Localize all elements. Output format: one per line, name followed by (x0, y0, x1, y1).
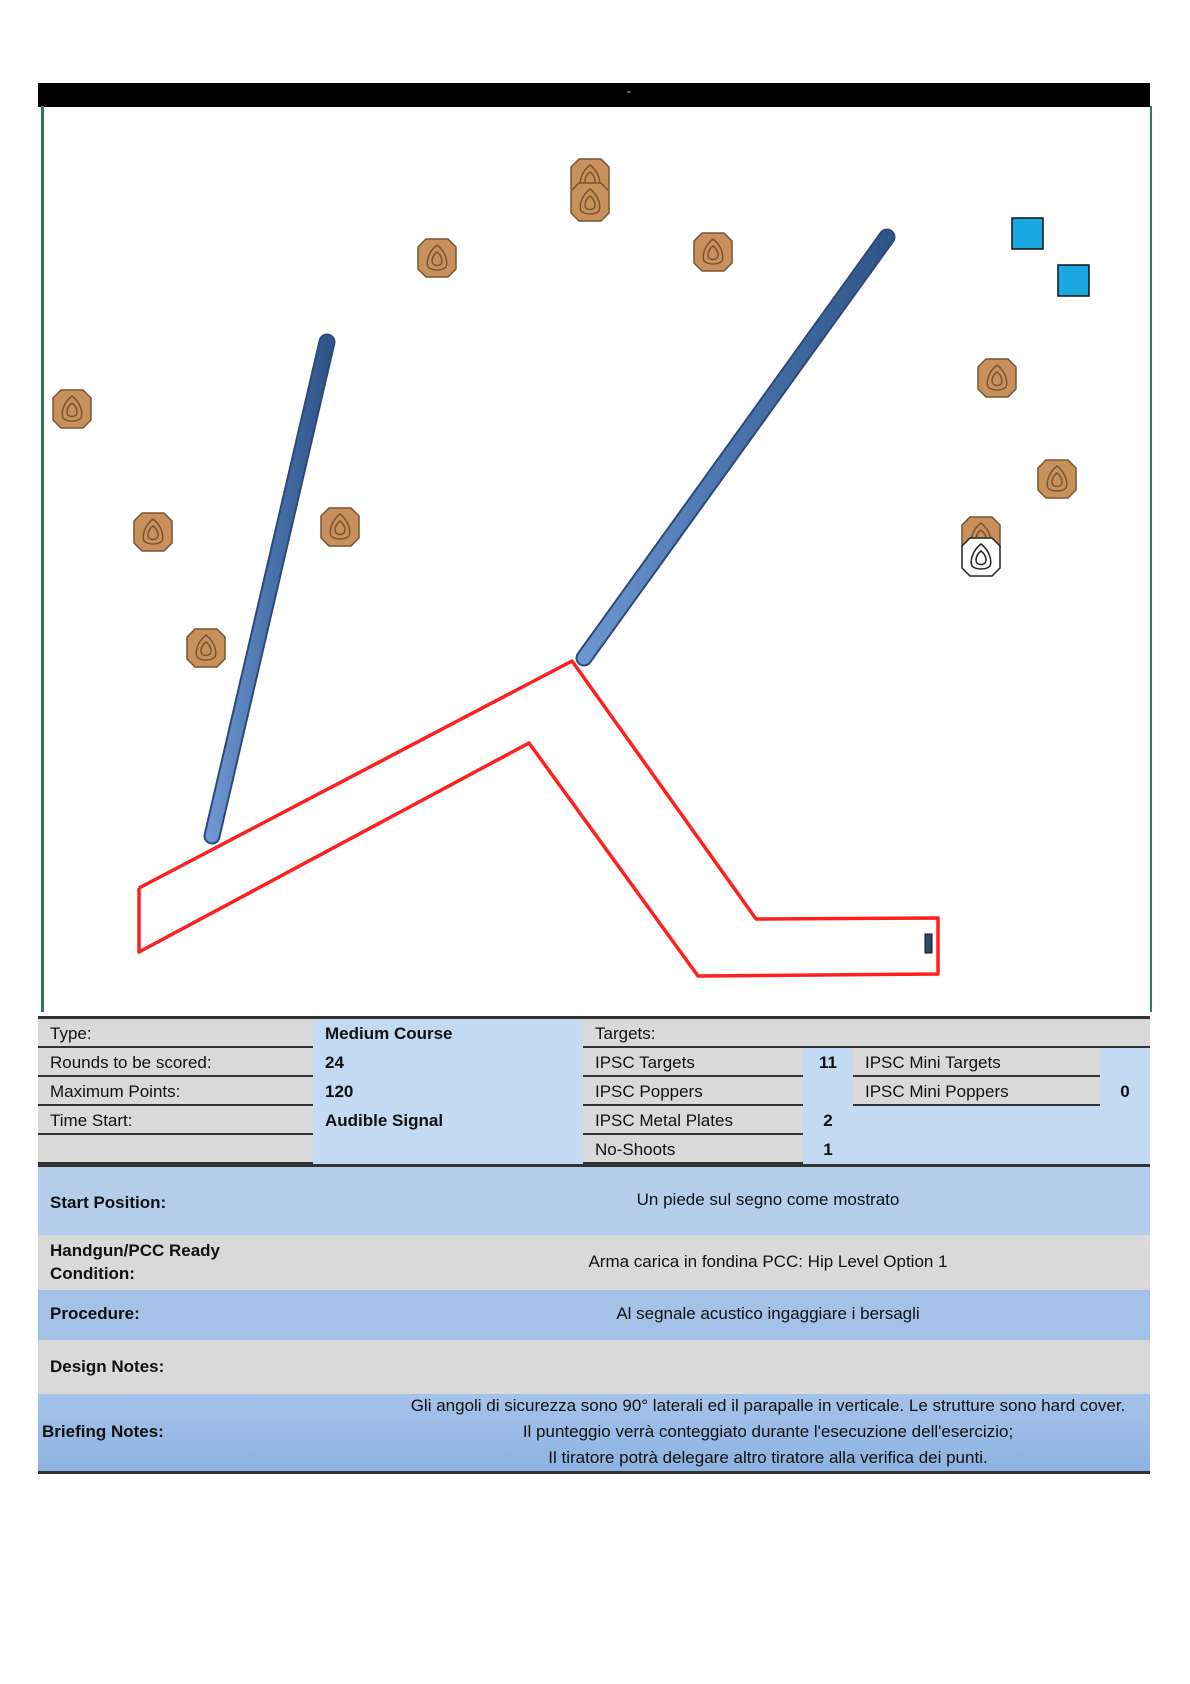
type-label: Type: (38, 1019, 313, 1048)
ipsc-paper-target-icon (134, 513, 172, 551)
time-start-label: Time Start: (38, 1106, 313, 1135)
ready-condition-label-2: Condition: (50, 1264, 135, 1283)
ipsc-mini-poppers-label: IPSC Mini Poppers (853, 1077, 1100, 1106)
briefing-notes-line-3: Il tiratore potrà delegare altro tiratore alla verifica dei punti. (548, 1448, 988, 1467)
procedure-row (38, 1290, 1150, 1340)
type-value: Medium Course (313, 1019, 583, 1048)
briefing-notes-label: Briefing Notes: (42, 1422, 164, 1441)
max-points-value: 120 (313, 1077, 583, 1106)
ipsc-poppers-label: IPSC Poppers (583, 1077, 803, 1106)
empty-label-cell (38, 1135, 313, 1164)
max-points-label: Maximum Points: (38, 1077, 313, 1106)
no-shoot-target-icon (962, 538, 1000, 576)
sections-bottom-rule (38, 1471, 1150, 1474)
ipsc-metal-plates-label: IPSC Metal Plates (583, 1106, 803, 1135)
steel-plate-square-icon (1012, 218, 1043, 249)
stage-header-bar (38, 83, 1150, 107)
empty-value-cell (313, 1135, 583, 1164)
briefing-notes-line-1: Gli angoli di sicurezza sono 90° laterali ed il parapalle in verticale. Le strutture sono hard cover. (410, 1396, 1126, 1415)
design-notes-row (38, 1340, 1150, 1394)
ipsc-paper-target-icon (978, 359, 1016, 397)
rounds-label: Rounds to be scored: (38, 1048, 313, 1077)
ipsc-poppers-value (803, 1077, 853, 1106)
time-start-value: Audible Signal (313, 1106, 583, 1135)
ipsc-paper-target-icon (187, 629, 225, 667)
ipsc-paper-target-icon (1038, 460, 1076, 498)
start-position-mark-icon (925, 934, 932, 953)
steel-plate-square-icon (1058, 265, 1089, 296)
stage-diagram (41, 106, 1147, 1012)
start-position-row (38, 1167, 1150, 1235)
no-shoots-label: No-Shoots (583, 1135, 803, 1164)
no-shoots-value: 1 (803, 1135, 853, 1164)
ipsc-paper-target-icon (53, 390, 91, 428)
ipsc-mini-poppers-value: 0 (1100, 1077, 1150, 1106)
targets-label: Targets: (583, 1019, 1150, 1048)
ready-condition-label-1: Handgun/PCC Ready (50, 1241, 221, 1260)
rounds-value: 24 (313, 1048, 583, 1077)
ipsc-targets-label: IPSC Targets (583, 1048, 803, 1077)
ready-condition-value: Arma carica in fondina PCC: Hip Level Option 1 (588, 1252, 948, 1271)
ipsc-paper-target-icon (571, 183, 609, 221)
start-position-value: Un piede sul segno come mostrato (636, 1190, 900, 1209)
ipsc-paper-target-icon (418, 239, 456, 277)
briefing-notes-row (38, 1394, 1150, 1471)
start-position-label: Start Position: (50, 1193, 167, 1212)
ipsc-mini-targets-label: IPSC Mini Targets (853, 1048, 1100, 1077)
ipsc-mini-targets-value (1100, 1048, 1150, 1077)
ipsc-targets-value: 11 (803, 1048, 853, 1077)
header-tab: - (627, 86, 631, 98)
ipsc-paper-target-icon (694, 233, 732, 271)
ipsc-metal-plates-value: 2 (803, 1106, 853, 1135)
wall-barrier-icon (212, 342, 327, 836)
ipsc-paper-target-icon (321, 508, 359, 546)
briefing-notes-line-2: Il punteggio verrà conteggiato durante l'esecuzione dell'esercizio; (522, 1422, 1014, 1441)
procedure-value: Al segnale acustico ingaggiare i bersagli (616, 1304, 920, 1323)
design-notes-label: Design Notes: (50, 1357, 165, 1376)
shooting-area-outline-icon (139, 661, 938, 976)
procedure-label: Procedure: (50, 1304, 140, 1323)
ready-condition-row (38, 1235, 1150, 1290)
targets-filler (853, 1106, 1150, 1164)
wall-barrier-icon (584, 237, 887, 658)
